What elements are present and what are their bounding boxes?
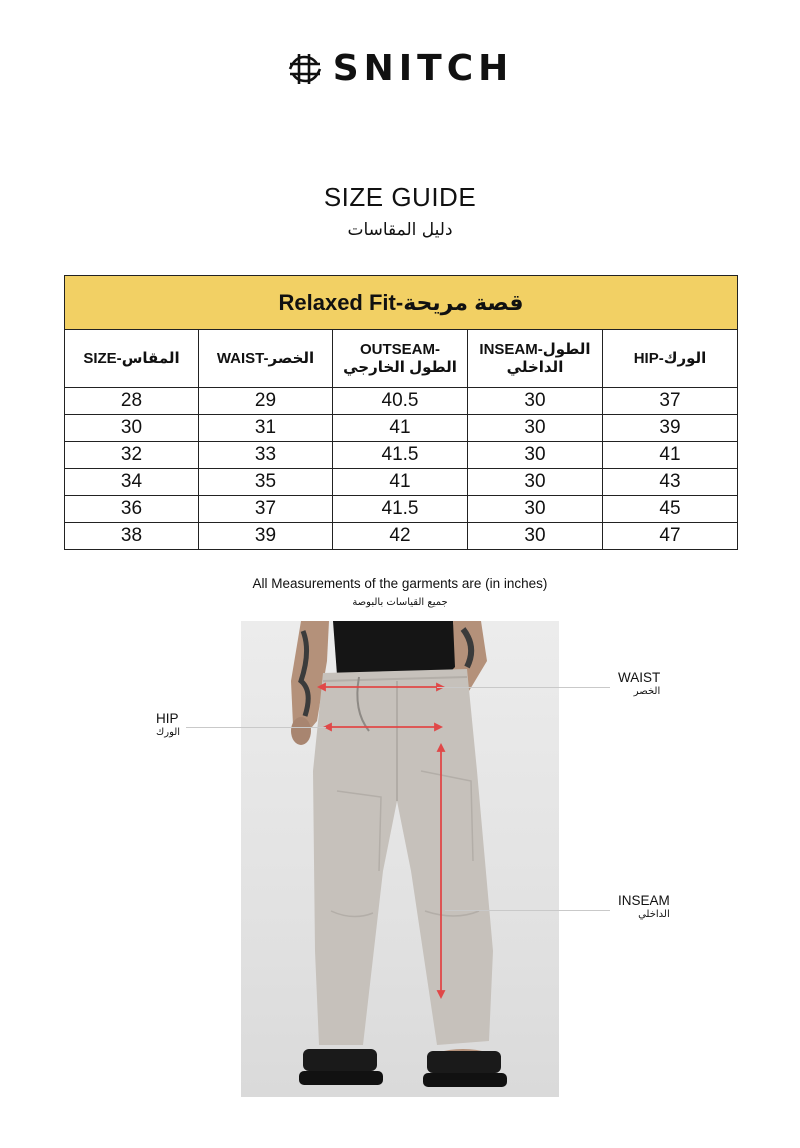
table-cell: 41.5 xyxy=(333,442,468,469)
measurement-note-arabic: جميع القياسات بالبوصة xyxy=(352,597,448,608)
table-cell: 36 xyxy=(65,496,199,523)
brand-logo xyxy=(0,48,800,89)
table-row xyxy=(65,523,738,550)
table-cell: 42 xyxy=(333,523,468,550)
waist-label-arabic: الخصر xyxy=(633,686,661,697)
column-header xyxy=(468,330,603,388)
table-cell: 37 xyxy=(603,388,738,415)
brand-name: SNITCH xyxy=(332,48,514,89)
table-cell: 41 xyxy=(603,442,738,469)
table-row xyxy=(65,496,738,523)
table-cell: 30 xyxy=(468,388,603,415)
table-row xyxy=(65,415,738,442)
waist-leader-line xyxy=(437,687,610,688)
column-header-line2: الداخلي xyxy=(506,358,564,376)
column-header-row xyxy=(65,330,738,388)
table-cell: 34 xyxy=(65,469,199,496)
table-cell: 39 xyxy=(199,523,333,550)
column-header-line1: WAIST-الخصر xyxy=(216,349,315,367)
inseam-label-arabic: الداخلي xyxy=(638,909,670,920)
column-header xyxy=(333,330,468,388)
inseam-callout xyxy=(618,893,670,920)
table-cell: 47 xyxy=(603,523,738,550)
table-cell: 30 xyxy=(65,415,199,442)
column-header-line1: INSEAM-الطول xyxy=(479,340,591,358)
table-cell: 30 xyxy=(468,442,603,469)
hip-callout xyxy=(156,711,180,738)
table-row xyxy=(65,469,738,496)
table-cell: 38 xyxy=(65,523,199,550)
column-header-line1: OUTSEAM- xyxy=(360,340,440,358)
column-header xyxy=(199,330,333,388)
hip-label-arabic: الورك xyxy=(156,727,181,738)
table-cell: 45 xyxy=(603,496,738,523)
inseam-label: INSEAM xyxy=(618,893,670,908)
fit-type-header: Relaxed Fit-قصة مريحة xyxy=(65,276,738,330)
table-cell: 40.5 xyxy=(333,388,468,415)
hip-label: HIP xyxy=(156,711,179,726)
column-header xyxy=(65,330,199,388)
table-row xyxy=(65,388,738,415)
table-cell: 28 xyxy=(65,388,199,415)
column-header xyxy=(603,330,738,388)
table-cell: 39 xyxy=(603,415,738,442)
table-cell: 30 xyxy=(468,469,603,496)
table-cell: 41 xyxy=(333,469,468,496)
table-cell: 31 xyxy=(199,415,333,442)
table-cell: 41.5 xyxy=(333,496,468,523)
inseam-leader-line xyxy=(445,910,610,911)
column-header-line1: HIP-الورك xyxy=(633,349,707,367)
model-photo xyxy=(241,621,559,1097)
table-cell: 29 xyxy=(199,388,333,415)
table-cell: 30 xyxy=(468,415,603,442)
table-row xyxy=(65,442,738,469)
table-cell: 33 xyxy=(199,442,333,469)
waist-label: WAIST xyxy=(618,670,661,685)
snitch-logo-icon xyxy=(287,51,323,87)
trousers-illustration xyxy=(241,621,559,1097)
size-rows xyxy=(65,388,738,550)
table-cell: 30 xyxy=(468,523,603,550)
table-cell: 37 xyxy=(199,496,333,523)
hip-leader-line xyxy=(186,727,326,728)
table-cell: 41 xyxy=(333,415,468,442)
waist-callout xyxy=(618,670,660,697)
column-header-line2: الطول الخارجي xyxy=(343,358,457,376)
table-cell: 30 xyxy=(468,496,603,523)
table-cell: 35 xyxy=(199,469,333,496)
table-cell: 32 xyxy=(65,442,199,469)
page-title-arabic: دليل المقاسات xyxy=(347,220,453,240)
table-cell: 43 xyxy=(603,469,738,496)
column-header-line1: SIZE-المقاس xyxy=(83,349,180,367)
size-chart-table xyxy=(64,275,738,550)
measurement-note: All Measurements of the garments are (in inches) xyxy=(252,576,548,591)
page-title: SIZE GUIDE xyxy=(323,182,477,212)
